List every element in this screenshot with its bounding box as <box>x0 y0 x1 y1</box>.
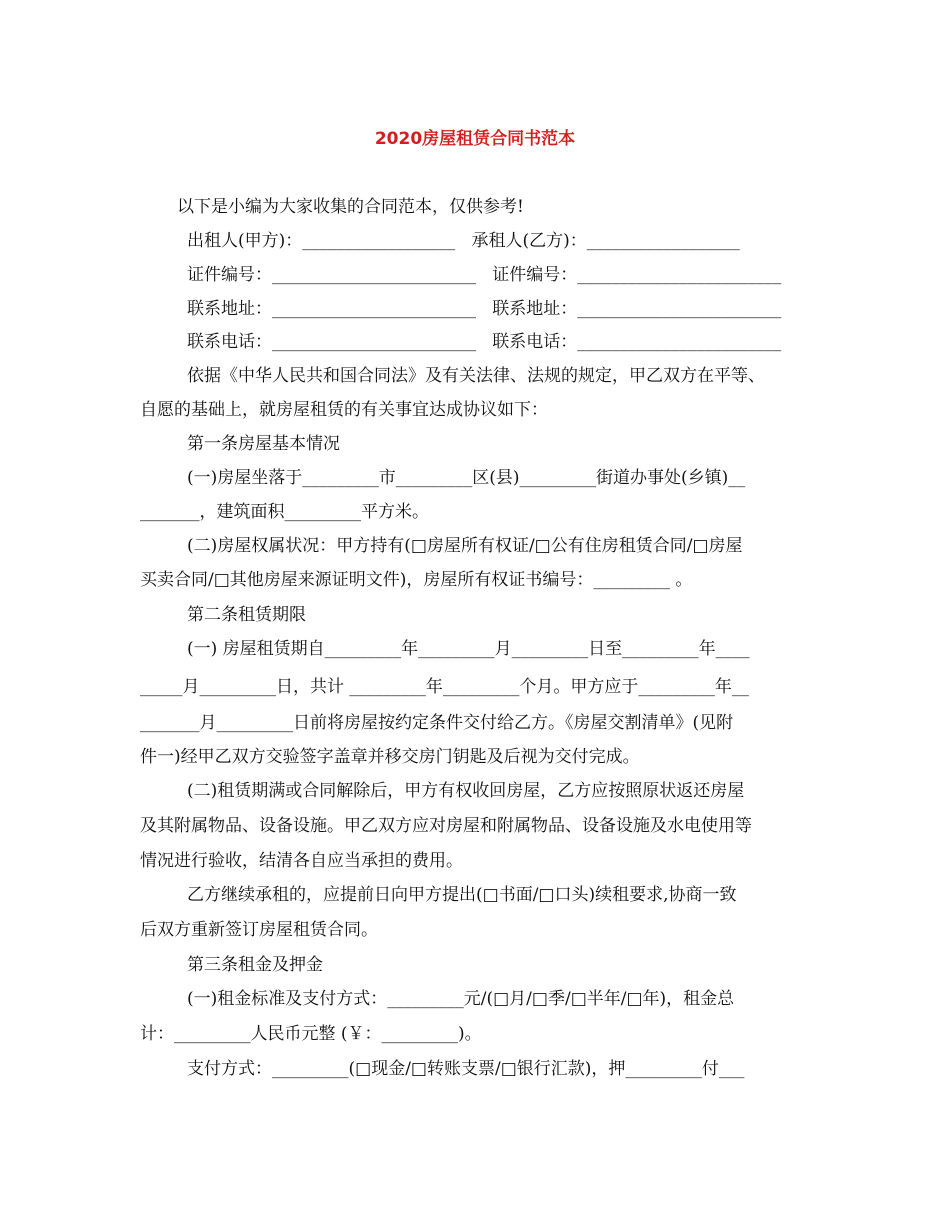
article-2-item-1-line-2: _____月_________日，共计 _________年_________个月。甲方应于_________年__ <box>140 677 749 697</box>
basis-paragraph-line-1: 依据《中华人民共和国合同法》及有关法律、法规的规定，甲乙双方在平等、 <box>187 366 765 386</box>
renewal-paragraph-line-2: 后双方重新签订房屋租赁合同。 <box>140 920 378 940</box>
basis-paragraph-line-2: 自愿的基础上，就房屋租赁的有关事宜达成协议如下： <box>140 400 548 420</box>
article-2-item-2-line-2: 及其附属物品、设备设施。甲乙双方应对房屋和附属物品、设备设施及水电使用等 <box>140 816 752 836</box>
renewal-paragraph-line-1: 乙方继续承租的，应提前日向甲方提出(□书面/□口头)续租要求,协商一致 <box>187 885 737 905</box>
article-2-item-1-line-1: (一) 房屋租赁期自_________年_________月_________日至_________年____ <box>187 639 750 659</box>
article-3-item-1-line-1: (一)租金标准及支付方式：_________元/(□月/□季/□半年/□年)，租金总 <box>187 989 735 1009</box>
payment-method-line: 支付方式：_________(□现金/□转账支票/□银行汇款)，押_________付___ <box>187 1059 745 1079</box>
party-address-line: 联系地址：________________________ 联系地址：________________________ <box>187 299 782 319</box>
party-id-line: 证件编号：________________________ 证件编号：________________________ <box>187 265 782 285</box>
article-1-item-2-line-2: 买卖合同/□其他房屋来源证明文件)，房屋所有权证书编号：_________ 。 <box>140 570 693 590</box>
article-1-item-1-line-1: (一)房屋坐落于_________市_________区(县)_________街道办事处(乡镇)__ <box>187 468 746 488</box>
article-2-heading: 第二条租赁期限 <box>187 605 306 625</box>
article-1-heading: 第一条房屋基本情况 <box>187 434 340 454</box>
intro-text: 以下是小编为大家收集的合同范本，仅供参考! <box>177 197 524 217</box>
article-2-item-1-line-3: _______月_________日前将房屋按约定条件交付给乙方。《房屋交割清单》(见附 <box>140 713 734 733</box>
party-phone-line: 联系电话：________________________ 联系电话：________________________ <box>187 332 782 352</box>
article-3-heading: 第三条租金及押金 <box>187 955 323 975</box>
document-title: 2020房屋租赁合同书范本 <box>374 129 576 149</box>
article-1-item-2-line-1: (二)房屋权属状况：甲方持有(□房屋所有权证/□公有住房租赁合同/□房屋 <box>187 536 743 556</box>
article-3-item-1-line-2: 计：_________人民币元整 (￥：_________)。 <box>140 1024 482 1044</box>
article-1-item-1-line-2: _______，建筑面积_________平方米。 <box>140 502 429 522</box>
article-2-item-2-line-1: (二)租赁期满或合同解除后，甲方有权收回房屋，乙方应按照原状返还房屋 <box>187 781 745 801</box>
article-2-item-1-line-4: 件一)经甲乙双方交验签字盖章并移交房门钥匙及后视为交付完成。 <box>140 747 640 767</box>
article-2-item-2-line-3: 情况进行验收，结清各自应当承担的费用。 <box>140 851 463 871</box>
party-names-line: 出租人(甲方)：__________________ 承租人(乙方)：__________________ <box>187 231 740 251</box>
